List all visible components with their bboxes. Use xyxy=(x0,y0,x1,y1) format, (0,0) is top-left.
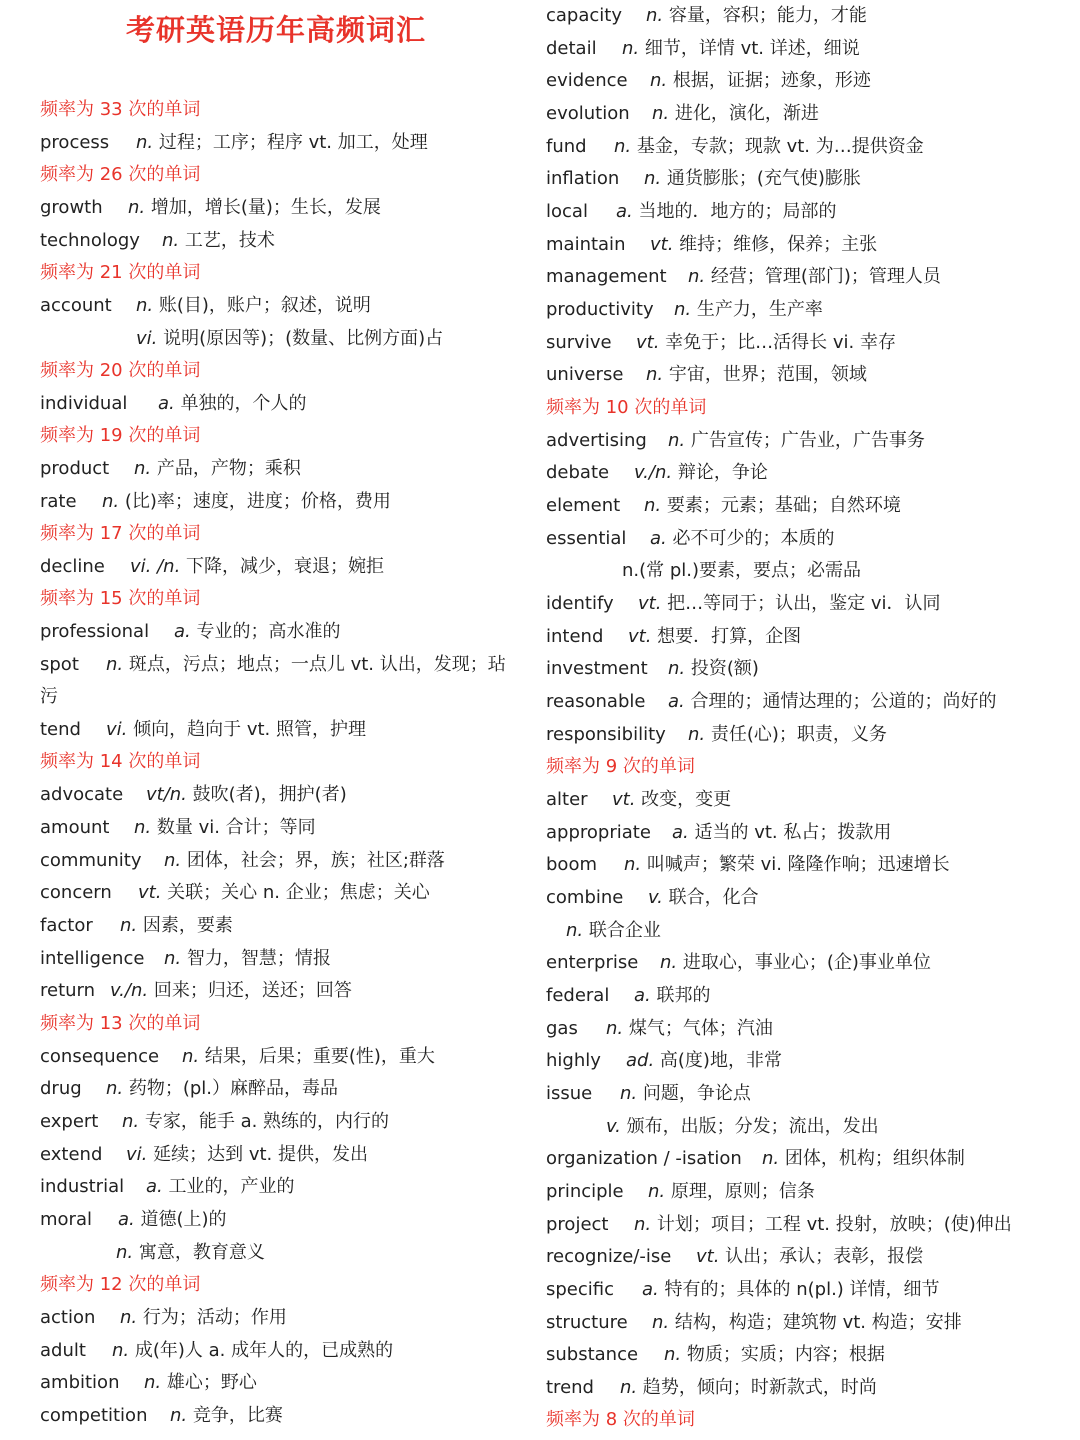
definition: 下降，减少，衰退；婉拒 xyxy=(180,556,385,577)
vocab-word: issue xyxy=(546,1083,593,1104)
vocab-entry xyxy=(40,714,366,746)
definition: 联邦的 xyxy=(650,985,711,1006)
vocab-entry xyxy=(546,33,860,65)
frequency-heading: 频率为 26 次的单词 xyxy=(40,164,201,185)
vocab-word: inflation xyxy=(546,168,620,189)
part-of-speech: vt. xyxy=(696,1246,720,1267)
definition: 单独的，个人的 xyxy=(174,393,307,414)
vocab-word: community xyxy=(40,850,142,871)
vocab-entry xyxy=(546,1143,965,1175)
definition: 合理的；通情达理的；公道的；尚好的 xyxy=(684,691,997,712)
vocab-entry xyxy=(546,294,823,326)
page-title: 考研英语历年高频词汇 xyxy=(126,13,427,47)
vocab-word: enterprise xyxy=(546,952,639,973)
part-of-speech: n. xyxy=(102,491,120,512)
vocab-entry xyxy=(40,877,430,909)
part-of-speech: n. xyxy=(120,1307,138,1328)
definition: 回来；归还，送还；回答 xyxy=(148,980,352,1001)
part-of-speech: vt. xyxy=(612,789,636,810)
definition: 污 xyxy=(40,686,58,707)
vocab-word: action xyxy=(40,1307,96,1328)
frequency-heading: 频率为 9 次的单词 xyxy=(546,756,695,777)
vocab-entry xyxy=(546,359,867,391)
frequency-heading: 频率为 8 次的单词 xyxy=(546,1409,695,1430)
vocab-entry xyxy=(40,1139,368,1171)
vocab-entry xyxy=(40,225,275,257)
vocab-word: individual xyxy=(40,393,128,414)
definition: 账(目)，账户；叙述，说明 xyxy=(153,295,371,316)
vocab-entry-continuation xyxy=(566,915,661,947)
vocab-word: advocate xyxy=(40,784,124,805)
definition: 把…等同于；认出，鉴定 vi．认同 xyxy=(661,593,941,614)
part-of-speech: n. xyxy=(646,364,664,385)
definition: 产品，产物；乘积 xyxy=(151,458,301,479)
definition: 物质；实质；内容；根据 xyxy=(681,1344,885,1365)
definition: 联合企业 xyxy=(583,920,661,941)
part-of-speech: n. xyxy=(644,168,662,189)
vocab-entry xyxy=(40,1106,389,1138)
vocab-word: essential xyxy=(546,528,627,549)
definition: 辩论，争论 xyxy=(672,462,768,483)
vocab-word: capacity xyxy=(546,5,622,26)
vocab-entry xyxy=(40,486,391,518)
frequency-heading: 频率为 33 次的单词 xyxy=(40,99,201,120)
vocab-entry xyxy=(546,0,867,32)
vocab-word: management xyxy=(546,266,667,287)
part-of-speech: v. xyxy=(648,887,663,908)
part-of-speech: n. xyxy=(688,724,706,745)
vocab-entry xyxy=(40,1400,283,1432)
part-of-speech: n. xyxy=(674,299,692,320)
part-of-speech: n. xyxy=(634,1214,652,1235)
definition: 成(年)人 a. 成年人的，已成熟的 xyxy=(129,1340,394,1361)
vocab-word: intend xyxy=(546,626,604,647)
part-of-speech: v./n. xyxy=(634,462,673,483)
part-of-speech: a. xyxy=(118,1209,135,1230)
part-of-speech: vt. xyxy=(628,626,652,647)
frequency-heading: 频率为 17 次的单词 xyxy=(40,523,201,544)
definition: 专家，能手 a. 熟练的，内行的 xyxy=(139,1111,390,1132)
part-of-speech: n. xyxy=(134,817,152,838)
definition: 计划；项目；工程 vt. 投射，放映；(使)伸出 xyxy=(651,1214,1012,1235)
definition: 鼓吹(者)，拥护(者) xyxy=(186,784,347,805)
vocab-word: fund xyxy=(546,136,587,157)
frequency-heading: 频率为 15 次的单词 xyxy=(40,588,201,609)
part-of-speech: n. xyxy=(162,230,180,251)
part-of-speech: n. xyxy=(622,38,640,59)
vocab-word: industrial xyxy=(40,1176,125,1197)
definition: 雄心；野心 xyxy=(161,1372,257,1393)
definition: 结构，构造；建筑物 vt. 构造；安排 xyxy=(669,1312,962,1333)
part-of-speech: n. xyxy=(620,1083,638,1104)
vocab-word: identify xyxy=(546,593,614,614)
definition: 药物；(pl.）麻醉品，毒品 xyxy=(123,1078,339,1099)
definition: 专业的；高水准的 xyxy=(190,621,341,642)
part-of-speech: n. xyxy=(668,430,686,451)
part-of-speech: a. xyxy=(174,621,191,642)
part-of-speech: v. xyxy=(606,1116,621,1137)
part-of-speech: n. xyxy=(620,1377,638,1398)
vocab-word: competition xyxy=(40,1405,148,1426)
definition: 进取心，事业心；(企)事业单位 xyxy=(677,952,931,973)
vocab-word: professional xyxy=(40,621,150,642)
vocab-word: evolution xyxy=(546,103,630,124)
vocab-entry xyxy=(40,616,341,648)
vocab-word: drug xyxy=(40,1078,82,1099)
part-of-speech: n. xyxy=(650,70,668,91)
part-of-speech: n. xyxy=(652,103,670,124)
vocab-word: process xyxy=(40,132,110,153)
definition: 智力，智慧；情报 xyxy=(181,948,331,969)
vocab-word: growth xyxy=(40,197,103,218)
vocab-word: tend xyxy=(40,719,81,740)
vocab-entry xyxy=(546,849,950,881)
vocab-entry xyxy=(546,457,768,489)
vocab-word: specific xyxy=(546,1279,615,1300)
definition: 问题，争论点 xyxy=(637,1083,751,1104)
part-of-speech: n. xyxy=(652,1312,670,1333)
definition: 说明(原因等)；(数量、比例方面)占 xyxy=(157,328,444,349)
definition: 道德(上)的 xyxy=(134,1209,227,1230)
vocab-word: responsibility xyxy=(546,724,666,745)
part-of-speech: vt. xyxy=(636,332,660,353)
vocab-word: federal xyxy=(546,985,610,1006)
definition: 生产力，生产率 xyxy=(691,299,823,320)
vocab-entry xyxy=(546,1078,751,1110)
definition: 增加，增长(量)；生长，发展 xyxy=(145,197,381,218)
part-of-speech: n. xyxy=(668,658,686,679)
vocab-word: account xyxy=(40,295,112,316)
vocab-word: alter xyxy=(546,789,588,810)
vocab-word: appropriate xyxy=(546,822,651,843)
vocab-entry xyxy=(546,1241,923,1273)
vocab-word: detail xyxy=(546,38,597,59)
definition: 原理，原则；信条 xyxy=(665,1181,815,1202)
part-of-speech: n. xyxy=(624,854,642,875)
definition: 因素，要素 xyxy=(137,915,233,936)
part-of-speech: vt. xyxy=(638,593,662,614)
definition: 煤气；气体；汽油 xyxy=(623,1018,773,1039)
part-of-speech: a. xyxy=(650,528,667,549)
part-of-speech: n. xyxy=(164,850,182,871)
vocab-word: debate xyxy=(546,462,610,483)
vocab-entry xyxy=(40,943,331,975)
definition: 工艺，技术 xyxy=(179,230,275,251)
vocab-entry xyxy=(546,588,941,620)
part-of-speech: n. xyxy=(762,1148,780,1169)
definition: 适当的 vt. 私占；拨款用 xyxy=(688,822,892,843)
part-of-speech: a. xyxy=(146,1176,163,1197)
definition: 关联；关心 n. 企业；焦虑；关心 xyxy=(161,882,430,903)
definition: 倾向，趋向于 vt. 照管，护理 xyxy=(127,719,366,740)
frequency-heading: 频率为 19 次的单词 xyxy=(40,425,201,446)
vocab-word: boom xyxy=(546,854,597,875)
vocab-word: survive xyxy=(546,332,612,353)
vocab-word: rate xyxy=(40,491,77,512)
part-of-speech: n. xyxy=(128,197,146,218)
vocab-entry xyxy=(546,1045,782,1077)
vocab-entry xyxy=(546,327,896,359)
definition: 进化，演化，渐进 xyxy=(669,103,819,124)
vocab-entry xyxy=(40,388,307,420)
definition: 经营；管理(部门)；管理人员 xyxy=(705,266,941,287)
vocab-word: element xyxy=(546,495,621,516)
vocab-word: concern xyxy=(40,882,112,903)
part-of-speech: n. xyxy=(182,1046,200,1067)
vocab-entry xyxy=(546,490,901,522)
definition: 通货膨胀；(充气使)膨胀 xyxy=(661,168,861,189)
part-of-speech: n. xyxy=(644,495,662,516)
part-of-speech: a. xyxy=(672,822,689,843)
part-of-speech: n. xyxy=(648,1181,666,1202)
vocab-entry xyxy=(546,65,871,97)
vocab-word: structure xyxy=(546,1312,628,1333)
part-of-speech: n. xyxy=(606,1018,624,1039)
vocab-entry xyxy=(546,229,877,261)
definition: 宇宙，世界；范围，领域 xyxy=(663,364,867,385)
part-of-speech: ad. xyxy=(626,1050,655,1071)
vocab-word: recognize/-ise xyxy=(546,1246,672,1267)
part-of-speech: a. xyxy=(668,691,685,712)
vocab-entry xyxy=(546,1372,877,1404)
part-of-speech: a. xyxy=(158,393,175,414)
vocab-entry xyxy=(40,649,506,681)
definition: 要素；元素；基础；自然环境 xyxy=(661,495,901,516)
definition: 认出；承认；表彰，报偿 xyxy=(719,1246,924,1267)
vocab-entry xyxy=(40,812,316,844)
vocab-entry xyxy=(546,1209,1012,1241)
part-of-speech: n. xyxy=(664,1344,682,1365)
part-of-speech: n. xyxy=(136,132,154,153)
vocab-entry-continuation xyxy=(136,323,443,355)
vocab-entry xyxy=(40,1367,257,1399)
vocab-entry xyxy=(40,1335,393,1367)
definition: 工业的，产业的 xyxy=(162,1176,295,1197)
vocab-entry-continuation xyxy=(606,1111,879,1143)
definition: 高(度)地，非常 xyxy=(654,1050,782,1071)
part-of-speech: vt. xyxy=(138,882,162,903)
vocab-word: universe xyxy=(546,364,624,385)
vocab-entry xyxy=(40,975,352,1007)
vocab-entry xyxy=(546,1176,815,1208)
vocab-entry xyxy=(546,163,861,195)
vocab-entry xyxy=(546,621,801,653)
definition: 维持；维修，保养；主张 xyxy=(673,234,878,255)
vocab-word: evidence xyxy=(546,70,628,91)
vocab-entry xyxy=(40,910,233,942)
part-of-speech: n. xyxy=(164,948,182,969)
vocab-word: adult xyxy=(40,1340,86,1361)
vocab-word: extend xyxy=(40,1144,103,1165)
part-of-speech: n. xyxy=(646,5,664,26)
part-of-speech: n. xyxy=(566,920,584,941)
vocab-word: highly xyxy=(546,1050,601,1071)
vocab-entry xyxy=(546,719,887,751)
definition: 团体，机构；组织体制 xyxy=(779,1148,965,1169)
vocab-entry xyxy=(546,686,997,718)
definition: 改变，变更 xyxy=(635,789,732,810)
part-of-speech: n. xyxy=(112,1340,130,1361)
frequency-heading: 频率为 13 次的单词 xyxy=(40,1013,201,1034)
vocab-entry xyxy=(546,1013,773,1045)
vocab-entry xyxy=(546,523,835,555)
vocab-word: spot xyxy=(40,654,79,675)
frequency-heading: 频率为 14 次的单词 xyxy=(40,751,201,772)
vocab-word: ambition xyxy=(40,1372,120,1393)
part-of-speech: n. xyxy=(120,915,138,936)
part-of-speech: vt/n. xyxy=(146,784,187,805)
definition: 想要．打算，企图 xyxy=(651,626,802,647)
part-of-speech: n. xyxy=(136,295,154,316)
definition: 幸免于；比…活得长 vi. 幸存 xyxy=(659,332,896,353)
definition: 斑点，污点；地点；一点儿 vt. 认出，发现；玷 xyxy=(123,654,506,675)
definition: 联合，化合 xyxy=(662,887,759,908)
vocab-word: factor xyxy=(40,915,93,936)
definition: 投资(额) xyxy=(685,658,759,679)
frequency-heading: 频率为 10 次的单词 xyxy=(546,397,707,418)
vocab-entry xyxy=(546,196,837,228)
part-of-speech: vi. xyxy=(136,328,158,349)
part-of-speech: vi. /n. xyxy=(130,556,181,577)
vocab-entry-continuation xyxy=(116,1237,265,1269)
definition: 延续；达到 vt. 提供，发出 xyxy=(147,1144,368,1165)
vocab-entry xyxy=(546,131,924,163)
vocab-entry xyxy=(546,1307,962,1339)
definition: 责任(心)；职责，义务 xyxy=(705,724,887,745)
definition: 广告宣传；广告业，广告事务 xyxy=(685,430,925,451)
vocab-word: productivity xyxy=(546,299,654,320)
part-of-speech: n. xyxy=(134,458,152,479)
definition: 过程；工序；程序 vt. 加工，处理 xyxy=(153,132,428,153)
frequency-heading: 频率为 21 次的单词 xyxy=(40,262,201,283)
definition: 叫喊声；繁荣 vi. 隆隆作响；迅速增长 xyxy=(641,854,950,875)
vocab-entry xyxy=(40,1171,295,1203)
vocab-entry xyxy=(546,947,931,979)
vocab-entry xyxy=(546,980,711,1012)
definition: 颁布，出版；分发；流出，发出 xyxy=(620,1116,879,1137)
vocab-word: expert xyxy=(40,1111,99,1132)
part-of-speech: a. xyxy=(634,985,651,1006)
vocab-entry xyxy=(40,551,384,583)
definition: 根据，证据；迹象，形迹 xyxy=(667,70,871,91)
definition: (比)率；速度，进度；价格，费用 xyxy=(119,491,391,512)
vocab-entry-continuation xyxy=(622,555,861,587)
vocab-word: gas xyxy=(546,1018,578,1039)
vocab-entry xyxy=(40,1302,287,1334)
vocab-word: principle xyxy=(546,1181,624,1202)
vocab-entry xyxy=(40,1204,227,1236)
vocab-entry xyxy=(40,127,428,159)
definition: 趋势，倾向；时新款式，时尚 xyxy=(637,1377,877,1398)
part-of-speech: n. xyxy=(122,1111,140,1132)
vocab-entry xyxy=(546,653,759,685)
definition: 竞争，比赛 xyxy=(187,1405,283,1426)
vocab-entry xyxy=(40,1041,435,1073)
vocab-entry xyxy=(546,817,891,849)
vocab-entry xyxy=(546,1274,940,1306)
part-of-speech: n. xyxy=(106,654,124,675)
vocab-word: organization / -isation xyxy=(546,1148,742,1169)
vocab-word: reasonable xyxy=(546,691,646,712)
definition: 必不可少的；本质的 xyxy=(666,528,835,549)
part-of-speech: vi. xyxy=(106,719,128,740)
part-of-speech: n. xyxy=(614,136,632,157)
vocab-entry xyxy=(546,98,819,130)
part-of-speech: a. xyxy=(642,1279,659,1300)
vocab-word: advertising xyxy=(546,430,647,451)
part-of-speech: a. xyxy=(616,201,633,222)
part-of-speech: n. xyxy=(660,952,678,973)
frequency-heading: 频率为 12 次的单词 xyxy=(40,1274,201,1295)
vocab-word: return xyxy=(40,980,96,1001)
definition: 基金，专款；现款 vt. 为…提供资金 xyxy=(631,136,924,157)
vocab-word: consequence xyxy=(40,1046,160,1067)
vocab-word: technology xyxy=(40,230,140,251)
vocab-word: investment xyxy=(546,658,648,679)
vocab-entry xyxy=(546,784,731,816)
part-of-speech: n. xyxy=(688,266,706,287)
part-of-speech: vt. xyxy=(650,234,674,255)
vocab-word: combine xyxy=(546,887,624,908)
definition: 容量，容积；能力，才能 xyxy=(663,5,867,26)
part-of-speech: n. xyxy=(170,1405,188,1426)
vocab-word: decline xyxy=(40,556,105,577)
part-of-speech: n. xyxy=(144,1372,162,1393)
vocab-entry xyxy=(546,1339,885,1371)
part-of-speech: n. xyxy=(106,1078,124,1099)
part-of-speech: v./n. xyxy=(110,980,149,1001)
vocab-word: local xyxy=(546,201,588,222)
frequency-heading: 频率为 20 次的单词 xyxy=(40,360,201,381)
part-of-speech: vi. xyxy=(126,1144,148,1165)
vocab-entry xyxy=(40,779,347,811)
definition: 特有的；具体的 n(pl.) 详情，细节 xyxy=(658,1279,940,1300)
vocab-word: trend xyxy=(546,1377,594,1398)
vocab-word: product xyxy=(40,458,110,479)
vocab-word: project xyxy=(546,1214,609,1235)
vocab-word: intelligence xyxy=(40,948,145,969)
definition: 当地的．地方的；局部的 xyxy=(632,201,837,222)
vocab-entry xyxy=(546,425,925,457)
vocab-entry xyxy=(40,453,301,485)
definition: 寓意，教育意义 xyxy=(133,1242,265,1263)
vocab-entry xyxy=(546,882,759,914)
vocab-entry xyxy=(40,192,381,224)
definition: 结果，后果；重要(性)，重大 xyxy=(199,1046,435,1067)
definition: 团体，社会；界，族；社区;群落 xyxy=(181,850,445,871)
definition: 数量 vi. 合计；等同 xyxy=(151,817,316,838)
vocab-entry xyxy=(40,1073,338,1105)
vocab-entry-continuation xyxy=(40,681,58,713)
vocab-word: amount xyxy=(40,817,110,838)
vocab-word: substance xyxy=(546,1344,639,1365)
vocab-entry xyxy=(40,845,445,877)
vocab-word: maintain xyxy=(546,234,626,255)
vocab-word: moral xyxy=(40,1209,92,1230)
definition: 细节，详情 vt. 详述，细说 xyxy=(639,38,860,59)
part-of-speech: n. xyxy=(116,1242,134,1263)
vocab-entry xyxy=(40,290,371,322)
vocab-entry xyxy=(546,261,941,293)
definition: n.(常 pl.)要素，要点；必需品 xyxy=(622,560,862,581)
definition: 行为；活动；作用 xyxy=(137,1307,287,1328)
